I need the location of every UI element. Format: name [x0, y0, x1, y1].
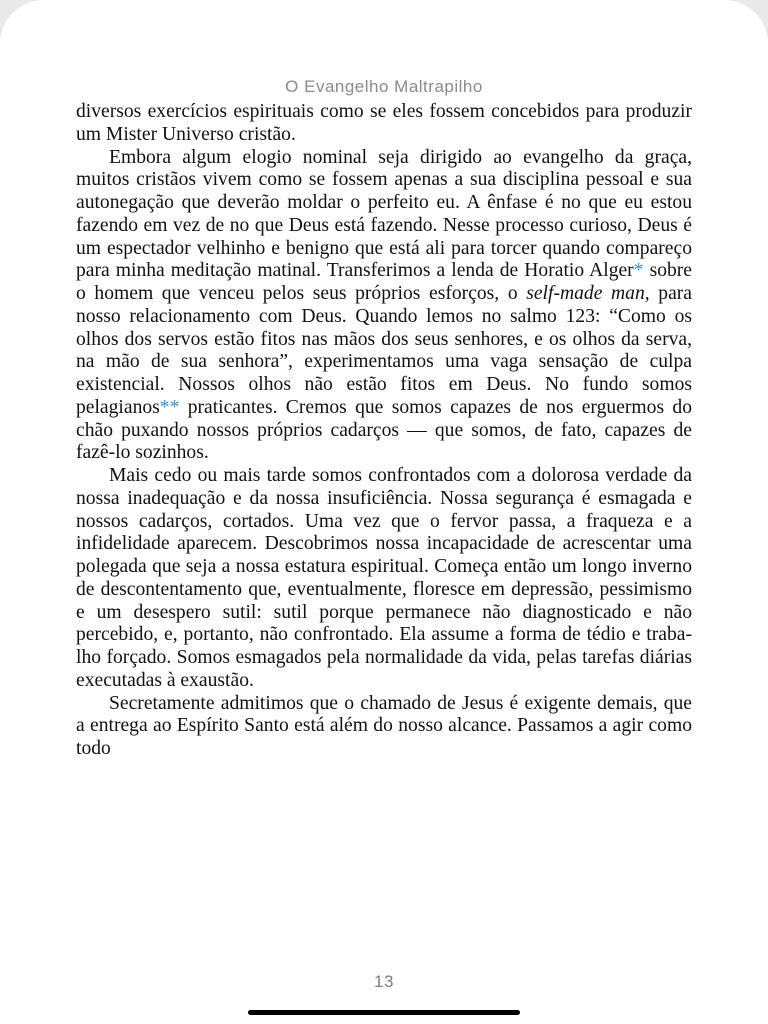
footnote-link-1[interactable]: * [633, 260, 644, 282]
footnote-link-2[interactable]: ** [159, 396, 180, 418]
paragraph-text: diversos exercícios espirituais como se eles fossem concebidos para produzir um Mister Universo cristão. [76, 101, 692, 145]
paragraph-4 [76, 693, 692, 761]
paragraph-2 [76, 147, 692, 466]
page-body [76, 101, 692, 761]
paragraph-text: sobre o homem que venceu pelos seus próprios esforços, o [76, 260, 693, 304]
paragraph-text: Mais cedo ou mais tarde somos confrontados com a dolorosa verdade da nossa inadequação e da nossa insuficiência. Nossa segurança é esmagada e nossos cadarços, cortados. Uma vez que o fervor passa, a fraqueza e a infidelidade aparecem. Descobrimos nossa incapacidade de acrescentar uma polegada que seja a nossa estatura espiritual. Começa então um longo inverno de descontentamento que, eventualmente, floresce em depressão, pessimismo e um desespero sutil: sutil porque permanece não diagnosticado e não percebido, e, portanto, não confrontado. Ela assume a forma de tédio e trabalho forçado. Somos esmagados pela normalidade da vida, pelas tarefas diárias executadas à exaustão. [76, 465, 692, 691]
emphasis-text: self-made man, [526, 283, 650, 304]
paragraph-text: Secretamente admitimos que o chamado de Jesus é exigente demais, que a entrega ao Espírito Santo está além do nosso alcance. Passamos a agir como todo [76, 692, 692, 759]
paragraph-3 [76, 465, 692, 693]
page-number: 13 [374, 972, 394, 991]
paragraph-text: praticantes. Cremos que somos capazes de nos erguermos do chão puxando nossos próprios cadarços — que somos, de fato, capazes de fazê-lo sozinhos. [76, 396, 692, 464]
home-indicator[interactable] [248, 1010, 520, 1015]
paragraph-1 [76, 101, 692, 147]
book-title: O Evangelho Maltrapilho [285, 77, 483, 96]
paragraph-text: Embora algum elogio nominal seja dirigido ao evangelho da graça, muitos cristãos vivem como se fossem apenas a sua disciplina pessoal e sua autonegação que deverão moldar o perfeito eu. A ênfase é no que eu estou fazendo em vez de no que Deus está fazendo. Nesse processo curioso, Deus é um espectador velhinho e benigno que está ali para torcer quando compareço para minha meditação matinal. Transferimos a lenda de Horatio Alger [76, 146, 692, 282]
paragraph-text: para nosso relacionamento com Deus. Quando lemos no salmo 123: “Como os olhos dos servos estão fitos nas mãos dos seus senhores, e os olhos da serva, na mão de sua senhora”, experimentamos uma vaga sensação de culpa existencial. Nossos olhos não estão fitos em Deus. No fundo somos pelagianos [76, 283, 692, 418]
